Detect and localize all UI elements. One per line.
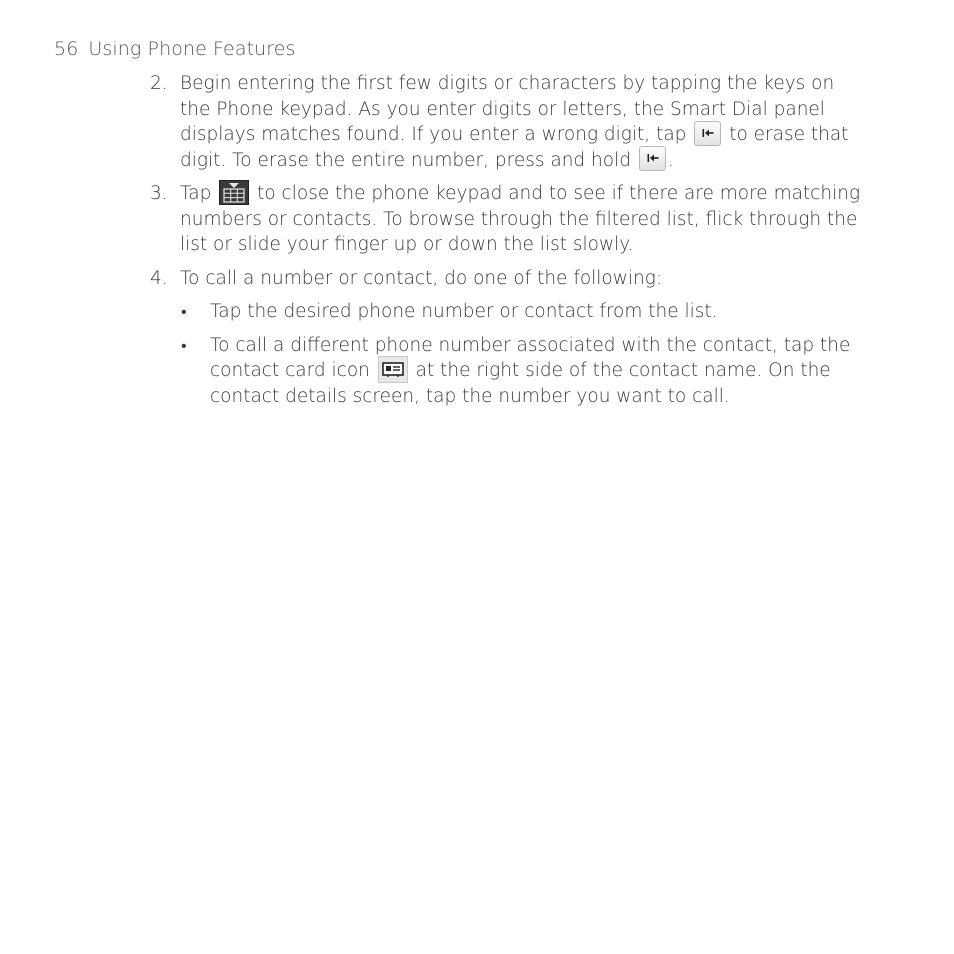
bullet-marker: • — [181, 302, 187, 321]
step-number: 3. — [150, 183, 168, 204]
bullet-text: Tap the desired phone number or contact from the list. — [210, 301, 718, 322]
step-number: 4. — [150, 267, 168, 289]
step-2 — [150, 71, 870, 173]
section-title: Using Phone Features — [88, 38, 296, 60]
step-number: 2. — [150, 73, 168, 94]
page-number: 56 — [54, 38, 79, 60]
list-item — [180, 299, 870, 325]
step-text: to close the phone keypad and to see if there are more matching numbers or contacts. To browse through the filtered list, flick through the list or slide your finger up or down the list slowly. — [180, 183, 861, 255]
step-text: to erase that digit. To erase the entire number, press and hold — [180, 124, 849, 171]
step-3 — [150, 181, 870, 258]
contact-card-icon — [378, 356, 408, 383]
step-text: To call a number or contact, do one of the following: — [180, 267, 663, 289]
step-text: Begin entering the first few digits or characters by tapping the keys on the Phone keypad. As you enter digits or letters, the Smart Dial panel displays matches found. If you enter a wrong digit, tap — [180, 73, 835, 145]
bullet-list — [180, 299, 870, 409]
instruction-steps — [150, 71, 870, 417]
page-header — [54, 38, 296, 60]
bullet-marker: • — [181, 335, 187, 355]
step-text: . — [667, 149, 674, 171]
step-text: Tap — [180, 183, 212, 204]
bullet-text: at the right side of the contact name. On the contact details screen, tap the number you want to call. — [210, 360, 831, 407]
backspace-icon — [639, 146, 666, 171]
backspace-icon — [694, 121, 721, 146]
bullet-text: To call a different phone number associated with the contact, tap the contact card icon — [210, 334, 851, 381]
close-keypad-icon — [219, 180, 249, 205]
list-item — [180, 333, 870, 410]
step-4 — [150, 266, 870, 410]
